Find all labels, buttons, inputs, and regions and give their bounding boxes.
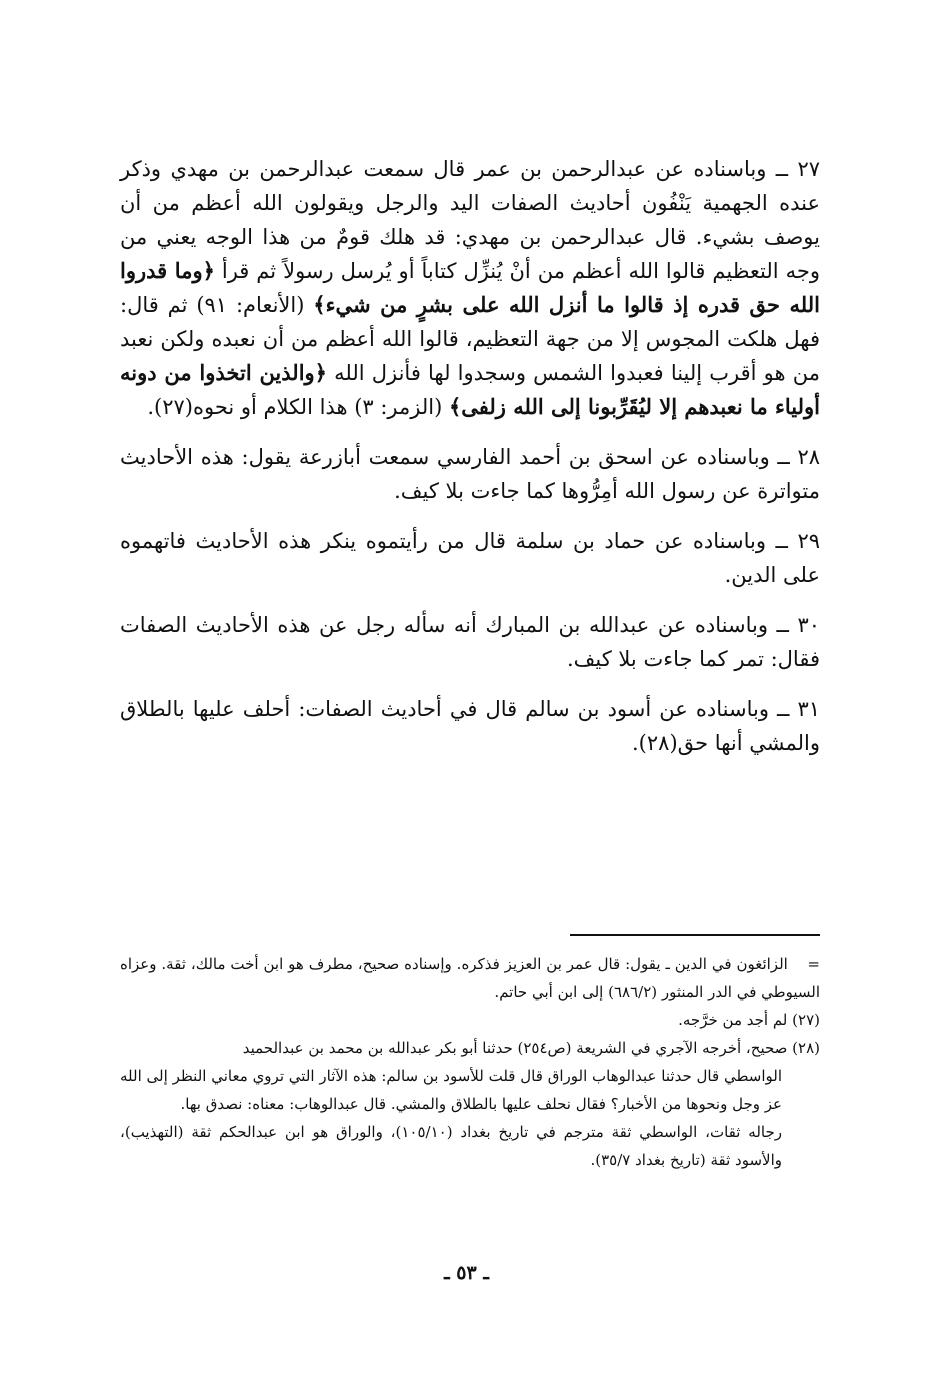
- p29-text: ٢٩ ــ وباسناده عن حماد بن سلمة قال من رأيتموه ينكر هذه الأحاديث فاتهموه على الدين.: [120, 529, 820, 587]
- footnote-27: (٢٧) لم أجد من خرَّجه.: [678, 1011, 820, 1029]
- p27-part-3: (الأنعام: ٩١) ثم قال: فهل هلكت المجوس إلا من جهة التعظيم، قالوا الله أعظم من أن نعبده ولكن نعبد من هو أقرب إلينا فعبدوا الشمس وسجدوا لها فأنزل الله: [120, 293, 820, 385]
- p27-quran-1: ﴿وما قدروا الله حق قدره إذ قالوا ما أنزل الله على بشرٍ من شيء﴾: [120, 258, 820, 317]
- p31-text: ٣١ ــ وباسناده عن أسود بن سالم قال في أحاديث الصفات: أحلف عليها بالطلاق والمشي أنها حق(٢٨).: [120, 697, 820, 755]
- footnote-28-continued: الواسطي قال حدثنا عبدالوهاب الوراق قال قلت للأسود بن سالم: هذه الآثار التي تروي معاني النظر إلى الله عز وجل ونحوها من الأخبار؟ فقال نحلف عليها بالطلاق والمشي. قال عبدالوهاب: معناه: نصدق بها.: [120, 1067, 782, 1113]
- footnote-28: (٢٨) صحيح، أخرجه الآجري في الشريعة (ص٢٥٤) حدثنا أبو بكر عبدالله بن محمد بن عبدالحميد: [242, 1039, 820, 1057]
- footnote-28-tail: رجاله ثقات، الواسطي ثقة مترجم في تاريخ بغداد (١٠٥/١٠)، والوراق هو ابن عبدالحكم ثقة (التهذيب)، والأسود ثقة (تاريخ بغداد ٣٥/٧).: [120, 1123, 782, 1169]
- main-text: [120, 152, 820, 776]
- page-number: ـ ٥٣ ـ: [444, 1262, 489, 1284]
- footnote-divider: [570, 934, 820, 936]
- footnotes: [120, 950, 820, 1174]
- paragraph-30: [120, 608, 820, 676]
- p30-text: ٣٠ ــ وباسناده عن عبدالله بن المبارك أنه سأله رجل عن هذه الأحاديث الصفات فقال: تمر كما جاءت بلا كيف.: [120, 613, 820, 671]
- continuation-marker: =: [807, 955, 820, 973]
- p27-quran-2: ﴿والذين اتخذوا من دونه أولياء ما نعبدهم إلا ليُقَرِّبونا إلى الله زلفى﴾: [120, 360, 820, 419]
- continuation-text: الزائغون في الدين ـ يقول: قال عمر بن العزيز فذكره. وإسناده صحيح، مطرف هو ابن أخت مالك، ثقة. وعزاه السيوطي في الدر المنثور (٦٨٦/٢) إلى ابن أبي حاتم.: [120, 955, 820, 1001]
- paragraph-31: [120, 692, 820, 760]
- paragraph-28: [120, 440, 820, 508]
- paragraph-27: [120, 152, 820, 424]
- p28-text: ٢٨ ــ وباسناده عن اسحق بن أحمد الفارسي سمعت أبازرعة يقول: هذه الأحاديث متواترة عن رسول الله أمِرُّوها كما جاءت بلا كيف.: [120, 445, 820, 503]
- footnote-continuation: [120, 950, 820, 1006]
- paragraph-29: [120, 524, 820, 592]
- p27-part-5: (الزمر: ٣) هذا الكلام أو نحوه(٢٧).: [147, 395, 449, 419]
- p27-part-1: ٢٧ ــ وباسناده عن عبدالرحمن بن عمر قال سمعت عبدالرحمن بن مهدي وذكر عنده الجهمية يَنْفُون أحاديث الصفات اليد والرجل ويقولون الله أعظم من أن يوصف بشيء. قال عبدالرحمن بن مهدي: قد هلك قومٌ من هذا الوجه يعني من وجه التعظيم قالوا الله أعظم من أنْ يُنزِّل كتاباً أو يُرسل رسولاً ثم قرأ: [120, 157, 820, 283]
